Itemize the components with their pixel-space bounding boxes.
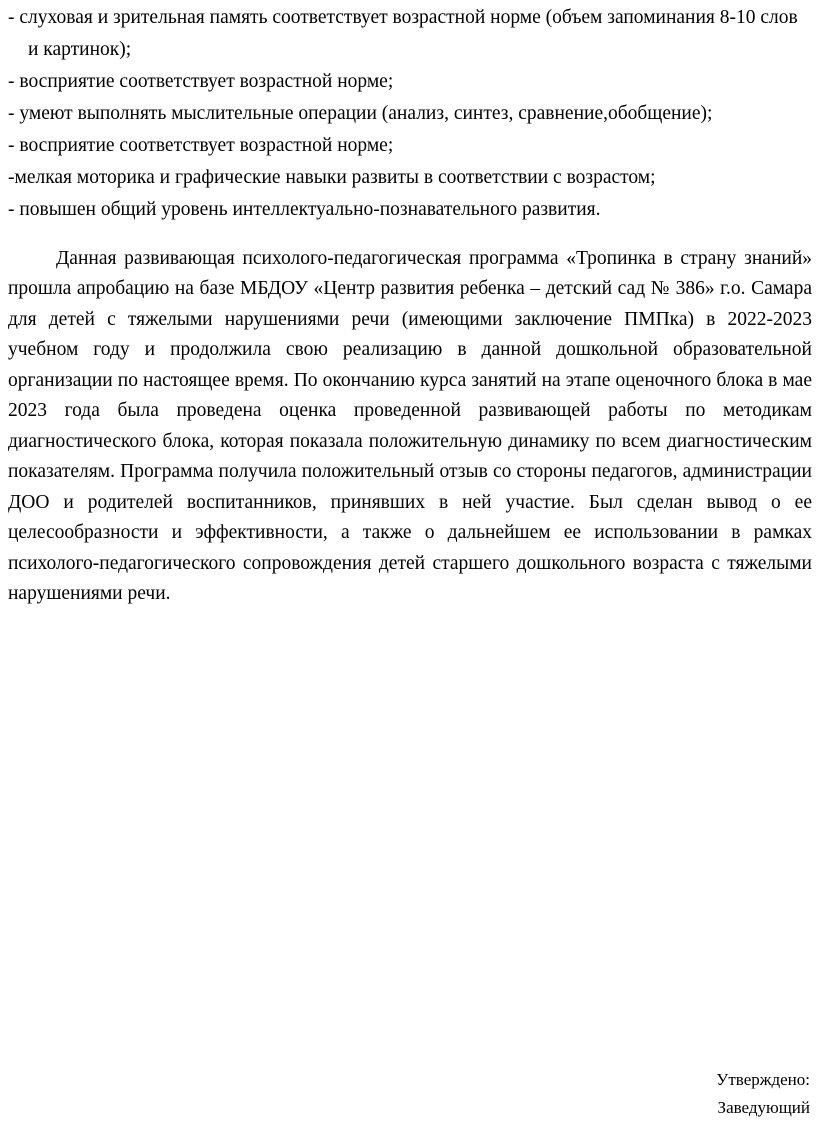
list-item: -мелкая моторика и графические навыки развиты в соответствии с возрастом; xyxy=(8,167,656,188)
approval-block xyxy=(716,1066,810,1122)
approved-label: Утверждено: xyxy=(716,1070,810,1089)
list-item: - повышен общий уровень интеллектуально-познавательного развития. xyxy=(8,199,601,220)
list-item: - восприятие соответствует возрастной норме; xyxy=(8,135,394,156)
list-item: - слуховая и зрительная память соответствует возрастной норме (объем запоминания 8-10 слов и картинок); xyxy=(8,7,798,60)
program-approbation-paragraph: Данная развивающая психолого-педагогическая программа «Тропинка в страну знаний» прошла апробацию на базе МБДОУ «Центр развития ребенка – детский сад № 386» г.о. Самара для детей с тяжелыми нарушениями речи (имеющими заключение ПМПка) в 2022-2023 учебном году и продолжила свою реализацию в данной дошкольной образовательной организации по настоящее время. По окончанию курса занятий на этапе оценочного блока в мае 2023 года была проведена оценка проведенной развивающей работы по методикам диагностического блока, которая показала положительную динамику по всем диагностическим показателям. Программа получила положительный отзыв со стороны педагогов, администрации ДОО и родителей воспитанников, принявших в ней участие. Был сделан вывод о ее целесообразности и эффективности, а также о дальнейшем ее использовании в рамках психолого-педагогического сопровождения детей старшего дошкольного возраста с тяжелыми нарушениями речи. xyxy=(8,247,812,604)
results-list xyxy=(8,2,812,226)
approver-position: Заведующий xyxy=(717,1098,810,1117)
list-item: - умеют выполнять мыслительные операции (анализ, синтез, сравнение,обобщение); xyxy=(8,103,713,124)
list-item: - восприятие соответствует возрастной норме; xyxy=(8,71,394,92)
